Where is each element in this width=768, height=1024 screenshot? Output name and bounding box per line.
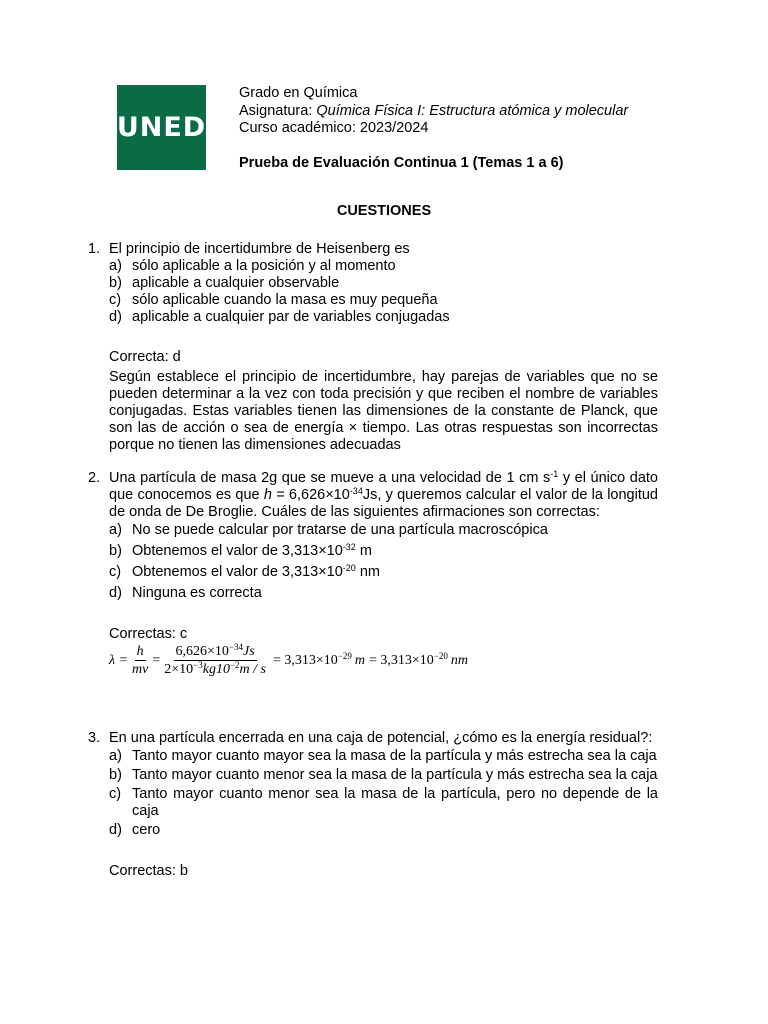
question-stem-part: y el único dato que conocemos es que [109,470,658,503]
question-stem: En una partícula encerrada en una caja de potencial, ¿cómo es la energía residual?: [109,730,653,746]
question-3 [88,730,658,880]
fraction-values [162,644,268,677]
option-text: aplicable a cualquier par de variables conjugadas [132,309,450,325]
option-text: No se puede calcular por tratarse de una partícula macroscópica [132,522,548,538]
question-stem-part: = 6,626×10 [271,487,350,503]
subject-line [239,103,699,121]
section-title: CUESTIONES [336,203,432,219]
option-letter: d) [109,309,122,325]
option-text: aplicable a cualquier observable [132,275,340,291]
fraction-denominator: mv [132,662,149,677]
option [109,786,658,820]
option [109,292,658,309]
option-letter: c) [109,786,122,802]
answer-line: Correctas: c [109,626,188,642]
eq-text: 6,626×10 [175,644,229,659]
eq-unit: m [354,653,365,668]
eq-text: = 3,313×10 [272,653,338,668]
answer-line: Correcta: d [109,349,181,365]
superscript: -20 [342,563,356,573]
subject-name: Química Física I: Estructura atómica y molecular [316,102,629,119]
option [109,522,658,539]
option-text: nm [355,564,380,580]
superscript: −2 [229,660,240,670]
subject-label: Asignatura: [239,102,317,119]
answer-line: Correctas: b [109,863,188,879]
question-3-options [109,748,658,839]
option-text: cero [132,822,161,838]
option [109,767,658,784]
option-text: Tanto mayor cuanto menor sea la masa de la partícula, pero no depende de la caja [132,786,658,819]
option-text: Ninguna es correcta [132,585,262,601]
option [109,564,658,581]
fraction-denominator [162,661,268,677]
option-letter: c) [109,292,122,308]
question-1-text [88,241,658,258]
fraction-h-over-mv [130,644,150,677]
question-stem-part: Js, y queremos calcular el valor de la longitud de onda de De Broglie. Cuáles de las siguientes afirmaciones son correctas: [109,487,658,520]
equation [109,644,658,677]
variable-h: h [263,487,272,503]
superscript: −29 [337,651,352,661]
superscript: −20 [433,651,448,661]
test-title: Prueba de Evaluación Continua 1 (Temas 1 a 6) [239,154,564,171]
question-stem-part: Una partícula de masa 2g que se mueve a una velocidad de 1 cm s [109,470,551,486]
question-3-text [88,730,658,747]
question-2-options [109,522,658,602]
superscript: −3 [193,660,203,670]
option-text: Obtenemos el valor de 3,313×10 [132,564,343,580]
equation-lhs: λ = [109,653,129,668]
document-header [239,85,699,172]
option-letter: d) [109,822,122,838]
option-letter: a) [109,522,122,538]
superscript: -1 [550,469,559,479]
question-2-text [88,470,658,521]
eq-unit: m / s [239,662,266,677]
question-number: 2. [88,470,101,486]
logo-text: UNED [116,112,207,143]
option [109,543,658,560]
year-line: Curso académico: 2023/2024 [239,120,429,136]
option-text: sólo aplicable a la posición y al momento [132,258,396,274]
option-text: sólo aplicable cuando la masa es muy pequeña [132,292,438,308]
option-letter: b) [109,275,122,291]
uned-logo [117,85,206,170]
option [109,585,658,602]
option [109,258,658,275]
question-number: 3. [88,730,101,746]
option-text: m [355,543,372,559]
explanation: Según establece el principio de incertidumbre, hay parejas de variables que no se pueden determinar a la vez con toda precisión y que reciben el nombre de variables conjugadas. Estas variables tienen las dimensiones de la constante de Planck, que son las de acción o sea de energía × tiempo. Las otras respuestas son incorrectas porque no tienen las dimensiones adecuadas [109,369,658,453]
result-1 [273,652,365,669]
question-number: 1. [88,241,101,257]
option-letter: a) [109,748,122,764]
option-letter: b) [109,543,122,559]
eq-unit: nm [450,653,468,668]
option-text: Tanto mayor cuanto menor sea la masa de la partícula y más estrecha sea la caja [132,767,658,783]
eq-text: 2×10 [164,662,194,677]
option [109,275,658,292]
eq-unit: Js [243,644,255,659]
fraction-numerator: h [136,644,144,659]
question-stem: El principio de incertidumbre de Heisenberg es [109,241,410,257]
option-letter: a) [109,258,122,274]
superscript: -32 [342,542,356,552]
degree-line: Grado en Química [239,85,358,101]
option [109,748,658,765]
option [109,822,658,839]
eq-text: = 3,313×10 [368,653,434,668]
result-2 [369,652,468,669]
option-text: Tanto mayor cuanto mayor sea la masa de la partícula y más estrecha sea la caja [132,748,657,764]
option-letter: c) [109,564,122,580]
question-2 [88,470,658,677]
option-letter: b) [109,767,122,783]
equals-sign: = [152,653,161,668]
question-1 [88,241,658,454]
question-1-options [109,258,658,326]
superscript: -34 [349,486,363,496]
eq-unit: kg10 [202,662,230,677]
option [109,309,658,326]
fraction-numerator [174,644,257,661]
option-letter: d) [109,585,122,601]
option-text: Obtenemos el valor de 3,313×10 [132,543,343,559]
superscript: −34 [228,642,244,652]
